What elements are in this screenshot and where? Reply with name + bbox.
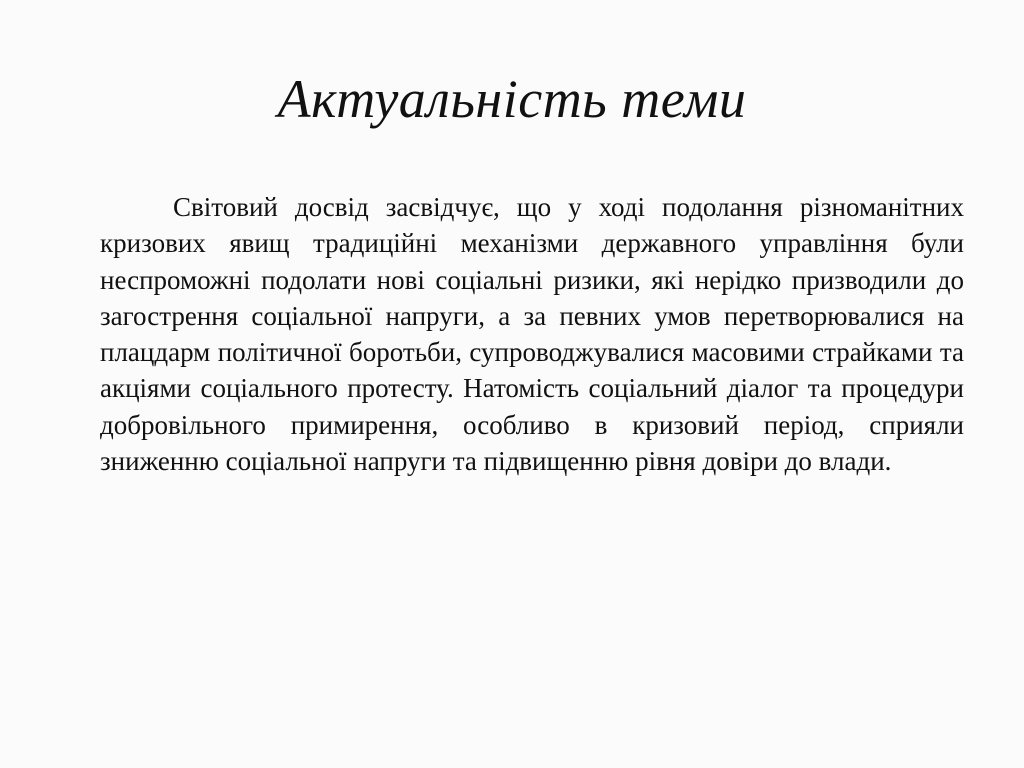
- slide-body-paragraph: Світовий досвід засвідчує, що у ході подолання різноманітних кризових явищ традиційні механізми державного управління були неспроможні подолати нові соціальні ризики, які нерідко призводили до загострення соціальної напруги, а за певних умов перетворювалися на плацдарм політичної боротьби, супроводжувалися масовими страйками та акціями соціального протесту. Натомість соціальний діалог та процедури добровільного примирення, особливо в кризовий період, сприяли зниженню соціальної напруги та підвищенню рівня довіри до влади.: [100, 192, 964, 477]
- slide-title: Актуальність теми: [277, 69, 747, 129]
